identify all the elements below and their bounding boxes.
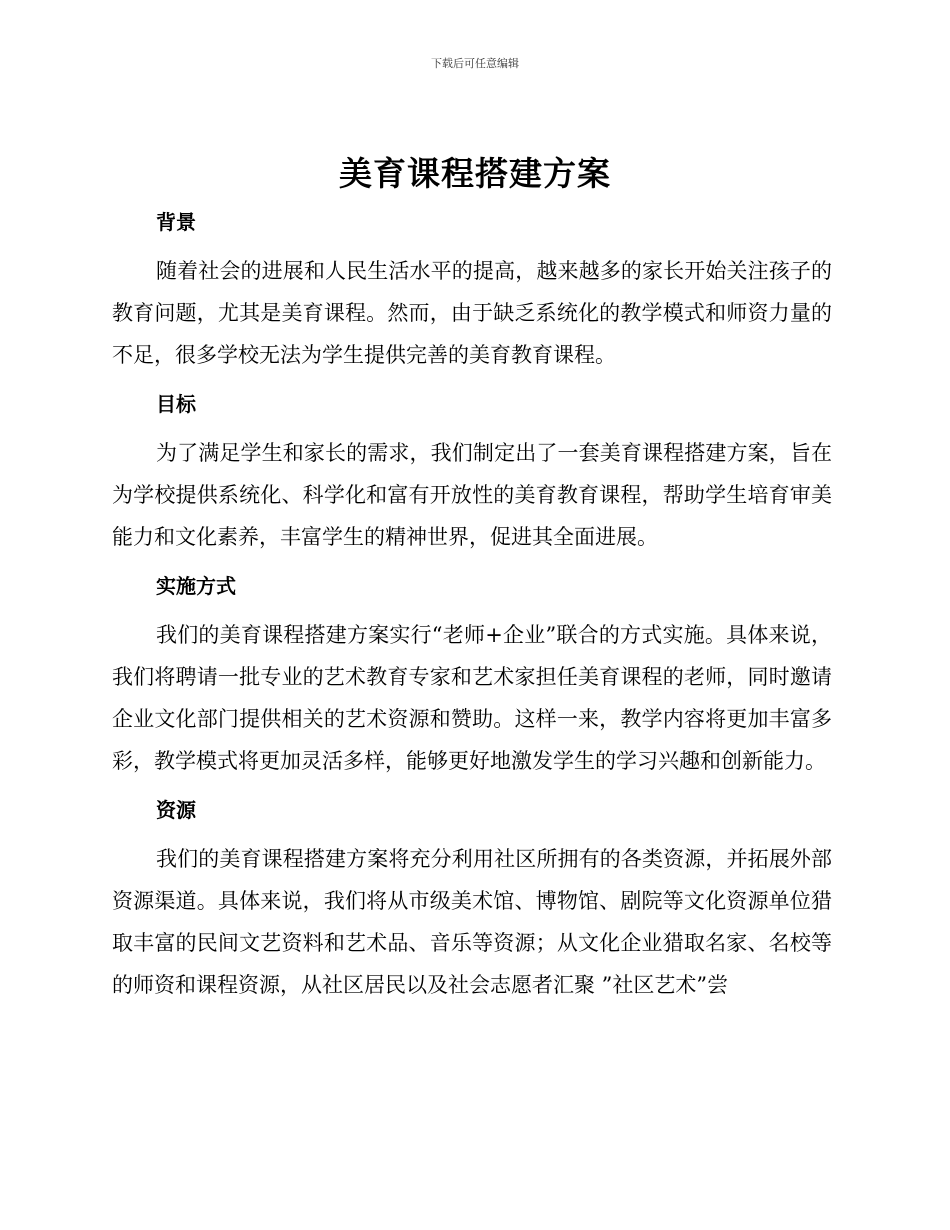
header-note: 下载后可任意编辑 — [431, 57, 519, 70]
document-body — [112, 198, 832, 1020]
section-heading-resources: 资源 — [156, 798, 196, 822]
section-heading-implementation: 实施方式 — [156, 574, 236, 598]
section-heading-background: 背景 — [156, 210, 196, 234]
section-paragraph-resources: 我们的美育课程搭建方案将充分利用社区所拥有的各类资源，并拓展外部资源渠道。具体来说，我们将从市级美术馆、博物馆、剧院等文化资源单位猎取丰富的民间文艺资料和艺术品、音乐等资源；从文化企业猎取名家、名校等的师资和课程资源，从社区居民以及社会志愿者汇聚 ”社区艺术”尝 — [112, 847, 832, 997]
document-title: 美育课程搭建方案 — [339, 154, 611, 193]
section-paragraph-implementation: 我们的美育课程搭建方案实行“老师+企业”联合的方式实施。具体来说，我们将聘请一批专业的艺术教育专家和艺术家担任美育课程的老师，同时邀请企业文化部门提供相关的艺术资源和赞助。这样一来，教学内容将更加丰富多彩，教学模式将更加灵活多样，能够更好地激发学生的学习兴趣和创新能力。 — [112, 623, 832, 773]
section-paragraph-background: 随着社会的进展和人民生活水平的提高，越来越多的家长开始关注孩子的教育问题，尤其是美育课程。然而，由于缺乏系统化的教学模式和师资力量的不足，很多学校无法为学生提供完善的美育教育课程。 — [112, 259, 832, 367]
section-heading-goal: 目标 — [156, 392, 196, 416]
section-paragraph-goal: 为了满足学生和家长的需求，我们制定出了一套美育课程搭建方案，旨在为学校提供系统化、科学化和富有开放性的美育教育课程，帮助学生培育审美能力和文化素养，丰富学生的精神世界，促进其全面进展。 — [112, 441, 832, 549]
